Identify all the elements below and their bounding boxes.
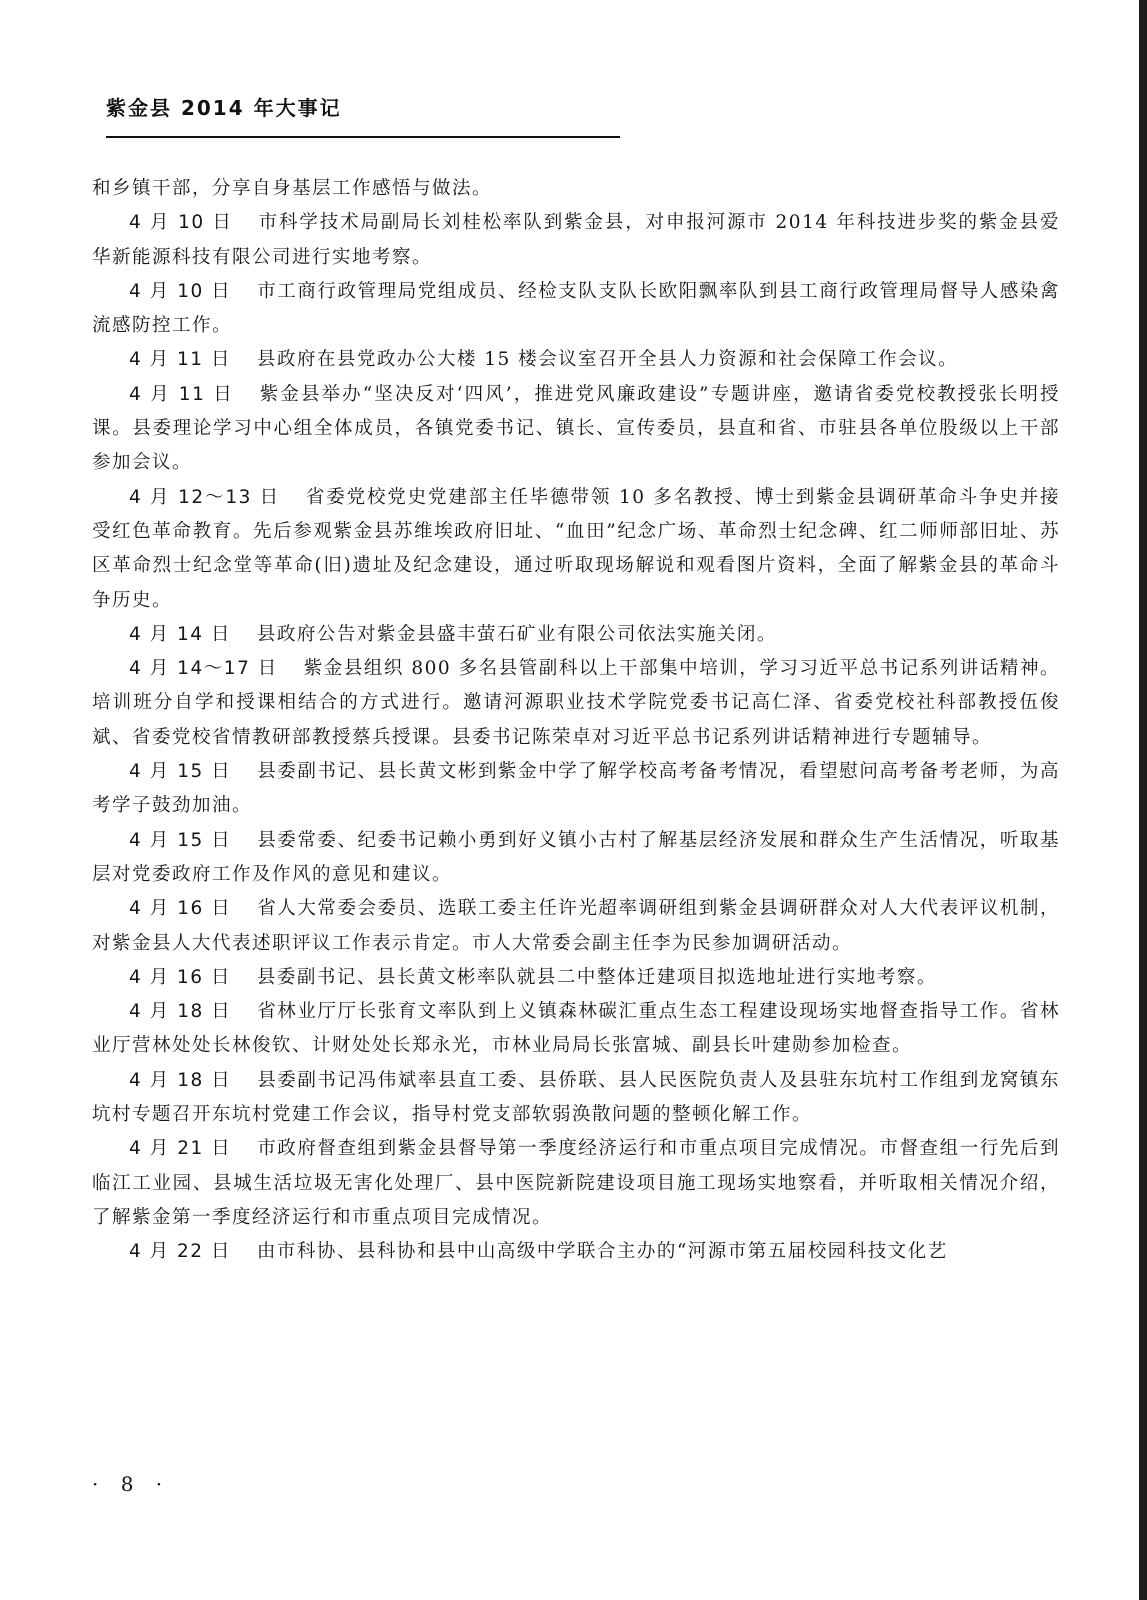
entry-text: 市工商行政管理局党组成员、经检支队支队长欧阳飘率队到县工商行政管理局督导人感染禽流感防控工作。: [92, 280, 1060, 337]
entry-date: 4 月 10 日: [129, 212, 233, 234]
entry-date: 4 月 18 日: [129, 1069, 232, 1091]
entry-text: 紫金县举办“坚决反对‘四风’，推进党风廉政建设”专题讲座，邀请省委党校教授张长明授课。县委理论学习中心组全体成员，各镇党委书记、镇长、宣传委员，县直和省、市驻县各单位股级以上干部参加会议。: [92, 383, 1061, 474]
entry-date: 4 月 16 日: [129, 898, 232, 920]
entry-text: 县委副书记、县长黄文彬率队就县二中整体迁建项目拟选地址进行实地考察。: [256, 966, 937, 988]
entry-date: 4 月 10 日: [129, 280, 232, 302]
entry-date: 4 月 14～17 日: [129, 658, 278, 680]
continuation-paragraph: 和乡镇干部，分享自身基层工作感悟与做法。: [92, 178, 493, 199]
entry-date: 4 月 12～13 日: [129, 486, 280, 508]
entry-date: 4 月 11 日: [129, 349, 231, 371]
entry-text: 市科学技术局副局长刘桂松率队到紫金县，对申报河源市 2014 年科技进步奖的紫金县爱华新能源科技有限公司进行实地考察。: [92, 212, 1060, 268]
page-number: · 8 ·: [92, 1472, 171, 1496]
entry-date: 4 月 22 日: [129, 1241, 231, 1263]
running-header-title: 紫金县 2014 年大事记: [106, 96, 342, 120]
entry-date: 4 月 15 日: [129, 829, 232, 851]
chronicle-entry: [92, 206, 1060, 275]
chronicle-entry: [92, 378, 1060, 481]
entry-list: [92, 206, 1060, 1269]
entry-text: 紫金县组织 800 多名县管副科以上干部集中培训，学习习近平总书记系列讲话精神。培训班分自学和授课相结合的方式进行。邀请河源职业技术学院党委书记高仁泽、省委党校社科部教授伍俊斌、省委党校省情教研部教授蔡兵授课。县委书记陈荣卓对习近平总书记系列讲话精神进行专题辅导。: [92, 658, 1060, 748]
chronicle-entry: [92, 961, 1060, 995]
entry-text: 县委常委、纪委书记赖小勇到好义镇小古村了解基层经济发展和群众生产生活情况，听取基层对党委政府工作及作风的意见和建议。: [92, 829, 1060, 885]
chronicle-entry: [92, 995, 1060, 1064]
entry-text: 省林业厅厅长张育文率队到上义镇森林碳汇重点生态工程建设现场实地督查指导工作。省林业厅营林处处长林俊钦、计财处处长郑永光，市林业局局长张富城、副县长叶建勋参加检查。: [92, 1001, 1060, 1057]
entry-text: 由市科协、县科协和县中山高级中学联合主办的“河源市第五届校园科技文化艺: [256, 1241, 948, 1263]
chronicle-entry: [92, 618, 1060, 652]
chronicle-entry: [92, 481, 1060, 618]
chronicle-entry: [92, 1064, 1060, 1133]
entry-date: 4 月 18 日: [129, 1001, 232, 1023]
entry-date: 4 月 21 日: [129, 1138, 232, 1160]
entry-text: 县政府在县党政办公大楼 15 楼会议室召开全县人力资源和社会保障工作会议。: [256, 349, 959, 371]
chronicle-entry: [92, 1235, 1060, 1269]
entry-date: 4 月 14 日: [129, 623, 231, 645]
chronicle-entry: [92, 892, 1060, 961]
scan-edge-strip: [1139, 0, 1147, 1600]
entry-text: 县委副书记冯伟斌率县直工委、县侨联、县人民医院负责人及县驻东坑村工作组到龙窝镇东坑村专题召开东坑村党建工作会议，指导村党支部软弱涣散问题的整顿化解工作。: [92, 1069, 1060, 1126]
chronicle-entry: [92, 343, 1060, 377]
entry-text: 县政府公告对紫金县盛丰萤石矿业有限公司依法实施关闭。: [256, 623, 777, 645]
header-rule: [106, 136, 620, 138]
chronicle-entry: [92, 755, 1060, 824]
chronicle-entry: [92, 275, 1060, 344]
entry-text: 省委党校党史党建部主任毕德带领 10 多名教授、博士到紫金县调研革命斗争史并接受红色革命教育。先后参观紫金县苏维埃政府旧址、“血田”纪念广场、革命烈士纪念碑、红二师师部旧址、苏区革命烈士纪念堂等革命(旧)遗址及纪念建设，通过听取现场解说和观看图片资料，全面了解紫金县的革命斗争历史。: [92, 486, 1060, 611]
entry-text: 县委副书记、县长黄文彬到紫金中学了解学校高考备考情况，看望慰问高考备考老师，为高考学子鼓劲加油。: [92, 761, 1060, 817]
chronicle-entry: [92, 1132, 1060, 1235]
entry-date: 4 月 16 日: [129, 966, 231, 988]
entry-text: 省人大常委会委员、选联工委主任许光超率调研组到紫金县调研群众对人大代表评议机制，对紫金县人大代表述职评议工作表示肯定。市人大常委会副主任李为民参加调研活动。: [92, 898, 1060, 954]
chronicle-body: [92, 172, 1060, 1270]
chronicle-entry: [92, 824, 1060, 893]
entry-text: 市政府督查组到紫金县督导第一季度经济运行和市重点项目完成情况。市督查组一行先后到临江工业园、县城生活垃圾无害化处理厂、县中医院新院建设项目施工现场实地察看，并听取相关情况介绍，了解紫金第一季度经济运行和市重点项目完成情况。: [92, 1138, 1060, 1228]
entry-date: 4 月 11 日: [129, 383, 234, 405]
entry-date: 4 月 15 日: [129, 761, 232, 783]
chronicle-entry: [92, 652, 1060, 755]
